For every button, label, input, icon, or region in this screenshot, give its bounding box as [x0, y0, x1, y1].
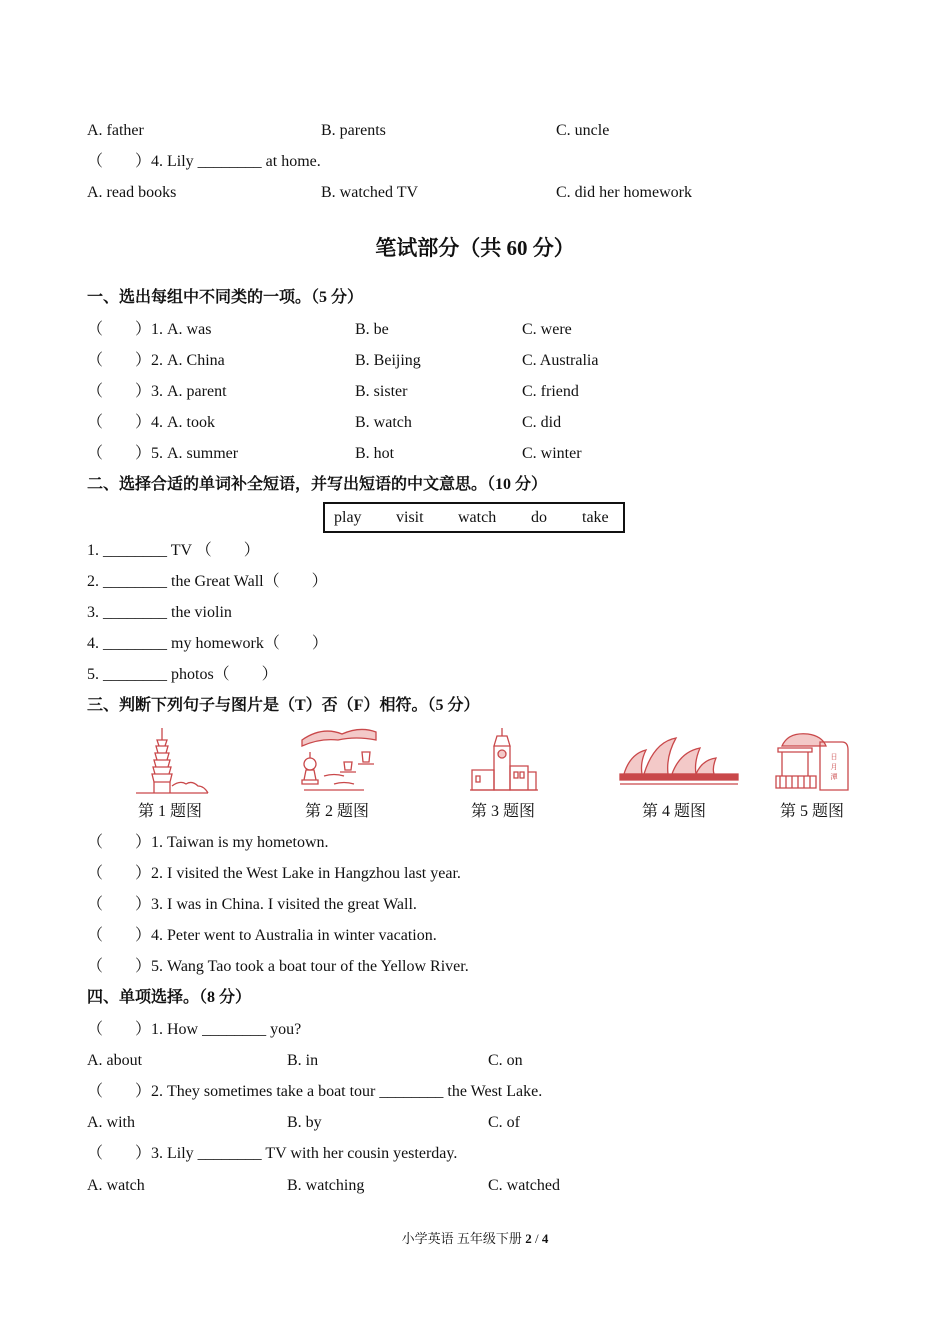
part2-item-1: 1. ________ TV （ ）	[87, 542, 260, 559]
sign-char: 潭	[830, 773, 838, 781]
part2-heading: 二、选择合适的单词补全短语，并写出短语的中文意思。（10 分）	[87, 476, 548, 493]
footer-text: 小学英语 五年级下册	[401, 1231, 526, 1246]
image-caption: 第 4 题图	[642, 803, 707, 820]
part1-q1: （ ）1. A. was	[87, 321, 212, 338]
option-b: B. Beijing	[355, 352, 421, 369]
page-sep: /	[531, 1231, 542, 1246]
page-footer	[0, 1228, 950, 1247]
option-c: C. did	[522, 414, 562, 431]
option-b: B. be	[355, 321, 389, 338]
word-bank-item: do	[531, 509, 547, 526]
option-a: A. about	[87, 1052, 143, 1069]
word-bank-item: take	[582, 509, 609, 526]
sun-moon-lake-image	[772, 726, 852, 794]
option-b: B. watched TV	[321, 184, 419, 201]
option-c: C. did her homework	[556, 184, 692, 201]
image-caption: 第 3 题图	[471, 803, 536, 820]
word-bank	[323, 502, 625, 533]
part3-item-2: （ ）2. I visited the West Lake in Hangzhou last year.	[87, 865, 461, 882]
option-c: C. friend	[522, 383, 579, 400]
part4-q3: （ ）3. Lily ________ TV with her cousin yesterday.	[87, 1145, 458, 1162]
part4-q2: （ ）2. They sometimes take a boat tour ________ the West Lake.	[87, 1083, 543, 1100]
image-caption: 第 5 题图	[780, 803, 845, 820]
sign-char: 日	[830, 753, 838, 761]
part3-item-1: （ ）1. Taiwan is my hometown.	[87, 834, 329, 851]
part1-q3: （ ）3. A. parent	[87, 383, 227, 400]
page-total: 4	[541, 1231, 549, 1246]
big-ben-image	[468, 726, 540, 794]
option-b: B. hot	[355, 445, 395, 462]
part1-q2: （ ）2. A. China	[87, 352, 225, 369]
option-b: B. in	[287, 1052, 319, 1069]
west-lake-image	[300, 726, 378, 794]
image-caption: 第 1 题图	[138, 803, 203, 820]
question-stem: （ ）4. Lily ________ at home.	[87, 153, 321, 170]
option-b: B. by	[287, 1114, 322, 1131]
option-c: C. uncle	[556, 122, 610, 139]
option-c: C. Australia	[522, 352, 599, 369]
image-caption: 第 2 题图	[305, 803, 370, 820]
option-c: C. on	[488, 1052, 523, 1069]
page-number: 2	[525, 1231, 532, 1246]
part3-item-4: （ ）4. Peter went to Australia in winter vacation.	[87, 927, 437, 944]
part4-heading: 四、单项选择。（8 分）	[87, 989, 252, 1006]
option-c: C. watched	[488, 1177, 560, 1194]
option-b: B. watch	[355, 414, 412, 431]
part3-item-5: （ ）5. Wang Tao took a boat tour of the Yellow River.	[87, 958, 469, 975]
option-a: A. watch	[87, 1177, 145, 1194]
option-c: C. of	[488, 1114, 520, 1131]
option-b: B. sister	[355, 383, 408, 400]
part2-item-2: 2. ________ the Great Wall（ ）	[87, 573, 328, 590]
sydney-opera-house-image	[618, 734, 740, 786]
word-bank-item: play	[334, 509, 362, 526]
taipei-101-image	[132, 726, 210, 794]
sign-char: 月	[830, 763, 838, 771]
option-a: A. read books	[87, 184, 177, 201]
word-bank-item: watch	[458, 509, 497, 526]
option-a: A. father	[87, 122, 144, 139]
part2-item-4: 4. ________ my homework（ ）	[87, 635, 328, 652]
option-c: C. were	[522, 321, 572, 338]
part3-heading: 三、判断下列句子与图片是（T）否（F）相符。（5 分）	[87, 697, 480, 714]
part1-q5: （ ）5. A. summer	[87, 445, 239, 462]
part4-q1: （ ）1. How ________ you?	[87, 1021, 302, 1038]
option-c: C. winter	[522, 445, 582, 462]
option-b: B. watching	[287, 1177, 365, 1194]
part2-item-3: 3. ________ the violin	[87, 604, 232, 621]
part2-item-5: 5. ________ photos（ ）	[87, 666, 278, 683]
part3-item-3: （ ）3. I was in China. I visited the great Wall.	[87, 896, 417, 913]
option-a: A. with	[87, 1114, 135, 1131]
part1-heading: 一、选出每组中不同类的一项。（5 分）	[87, 289, 364, 306]
part1-q4: （ ）4. A. took	[87, 414, 216, 431]
option-b: B. parents	[321, 122, 386, 139]
section-title: 笔试部分（共 60 分）	[375, 236, 575, 260]
word-bank-item: visit	[396, 509, 424, 526]
